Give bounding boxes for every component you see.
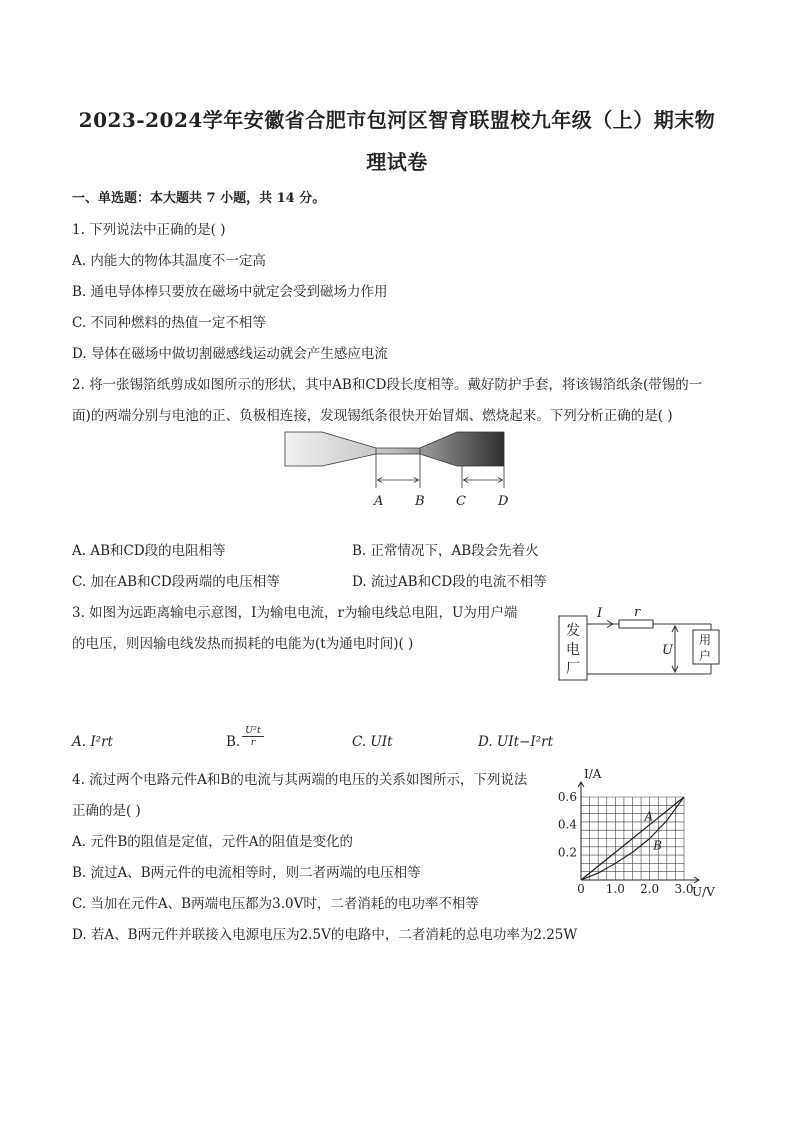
x-axis-label: U/V <box>692 885 715 899</box>
q1-option-d: D. 导体在磁场中做切割磁感线运动就会产生感应电流 <box>72 346 388 362</box>
x-tick-label: 2.0 <box>640 882 660 896</box>
page-title-line2: 理试卷 <box>366 150 428 174</box>
y-tick-label: 0.6 <box>557 790 577 804</box>
q3-option-c: C. UIt <box>352 734 393 750</box>
x-tick-label: 1.0 <box>605 882 625 896</box>
q4-stem-line1: 4. 流过两个电路元件A和B的电流与其两端的电压的关系如图所示，下列说法 <box>72 772 528 788</box>
q3-option-b-fraction <box>242 725 264 748</box>
q1-option-c: C. 不同种燃料的热值一定不相等 <box>72 315 266 331</box>
fig-label-d: D <box>498 494 509 509</box>
page-title: 2023-2024学年安徽省合肥市包河区智育联盟校九年级（上）期末物 <box>78 108 716 132</box>
voltage-label: U <box>662 643 673 658</box>
q3-stem-line1: 3. 如图为远距离输电示意图，I为输电电流，r为输电线总电阻，U为用户端 <box>72 605 518 621</box>
fraction-numerator: U²t <box>242 725 264 737</box>
q1-option-a: A. 内能大的物体其温度不一定高 <box>72 253 266 269</box>
x-tick-label: 0 <box>577 882 585 896</box>
plant-char-3: 厂 <box>566 661 580 677</box>
fig-label-a: A <box>374 494 384 509</box>
q4-option-a: A. 元件B的阻值是定值，元件A的阻值是变化的 <box>72 834 354 850</box>
q4-option-c: C. 当加在元件A、B两端电压都为3.0V时，二者消耗的电功率不相等 <box>72 896 479 912</box>
q2-option-d: D. 流过AB和CD段的电流不相等 <box>352 574 547 590</box>
q2-option-a: A. AB和CD段的电阻相等 <box>72 543 226 559</box>
current-label: I <box>597 606 603 621</box>
q3-option-d: D. UIt−I²rt <box>478 734 553 750</box>
q4-option-b: B. 流过A、B两元件的电流相等时，则二者两端的电压相等 <box>72 865 421 881</box>
q2-option-b: B. 正常情况下，AB段会先着火 <box>352 543 539 559</box>
transmission-circuit-figure <box>555 602 725 684</box>
y-tick-label: 0.2 <box>557 845 577 860</box>
q2-option-c: C. 加在AB和CD段两端的电压相等 <box>72 574 280 590</box>
q4-option-d: D. 若A、B两元件并联接入电源电压为2.5V的电路中，二者消耗的总电功率为2.25W <box>72 927 578 943</box>
plant-char-1: 发 <box>566 623 580 639</box>
x-tick-label: 3.0 <box>674 882 694 896</box>
q2-stem-line1: 2. 将一张锡箔纸剪成如图所示的形状，其中AB和CD段长度相等。戴好防护手套，将该锡箔纸条(带锡的一 <box>72 377 703 393</box>
q3-option-b-label: B. <box>226 734 241 750</box>
user-char-2: 户 <box>699 649 712 663</box>
tin-foil-figure <box>282 428 514 512</box>
section-header: 一、单选题：本大题共 7 小题，共 14 分。 <box>72 191 326 206</box>
resistor-label: r <box>634 605 641 620</box>
fig-label-c: C <box>456 494 466 509</box>
q1-stem: 1. 下列说法中正确的是( ) <box>72 222 226 238</box>
y-axis-label: I/A <box>584 767 602 781</box>
q4-stem-line2: 正确的是( ) <box>72 803 141 819</box>
plant-char-2: 电 <box>566 642 580 658</box>
fig-label-b: B <box>415 494 425 509</box>
q3-option-a: A. I²rt <box>72 734 113 750</box>
series-label-a: A <box>644 809 654 824</box>
iu-chart <box>552 762 732 902</box>
q3-stem-line2: 的电压，则因输电线发热而损耗的电能为(t为通电时间)( ) <box>72 636 414 652</box>
q1-option-b: B. 通电导体棒只要放在磁场中就定会受到磁场力作用 <box>72 284 388 300</box>
q2-stem-line2: 面)的两端分别与电池的正、负极相连接，发现锡纸条很快开始冒烟、燃烧起来。下列分析正确的是( ) <box>72 408 673 424</box>
series-label-b: B <box>653 838 662 853</box>
fraction-denominator: r <box>250 737 256 748</box>
user-char-1: 用 <box>699 633 712 647</box>
y-tick-label: 0.4 <box>557 817 577 832</box>
